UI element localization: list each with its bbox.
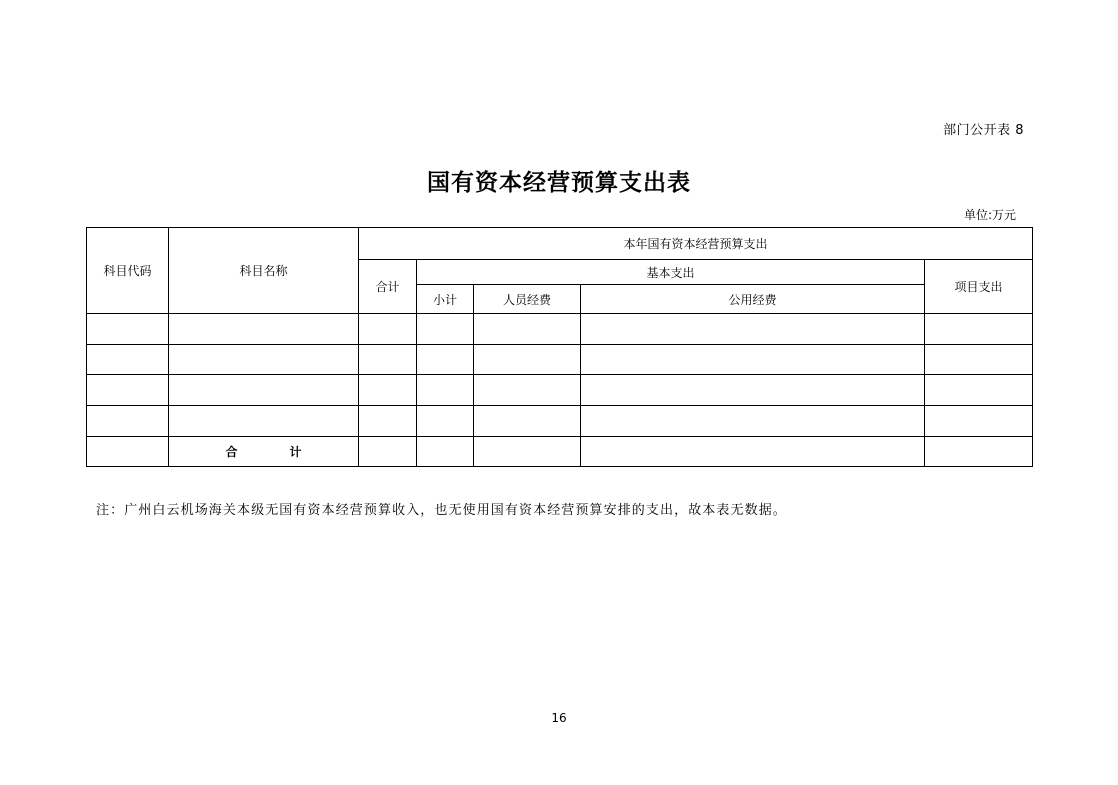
unit-label: 单位:万元 (963, 208, 1016, 222)
col-header-public-expenses: 公用经费 (581, 285, 925, 314)
budget-table (86, 227, 1033, 467)
table-cell (169, 345, 359, 375)
table-cell (925, 345, 1033, 375)
table-cell (474, 375, 581, 406)
table-cell (169, 375, 359, 406)
table-cell (925, 437, 1033, 467)
col-header-personnel-expenses: 人员经费 (474, 285, 581, 314)
table-cell (925, 314, 1033, 345)
table-cell (169, 406, 359, 437)
table-cell (417, 314, 474, 345)
table-cell (581, 314, 925, 345)
table-cell (87, 437, 169, 467)
table-cell (581, 345, 925, 375)
col-header-subject-name: 科目名称 (169, 228, 359, 314)
table-cell (474, 437, 581, 467)
table-cell (359, 314, 417, 345)
table-cell (359, 375, 417, 406)
form-number: 部门公开表 8 (943, 123, 1024, 138)
table-cell (581, 437, 925, 467)
table-cell (474, 406, 581, 437)
table-row (87, 406, 1033, 437)
col-header-subtotal: 小计 (417, 285, 474, 314)
table-cell (417, 437, 474, 467)
table-cell (474, 314, 581, 345)
table-cell (581, 406, 925, 437)
col-header-subject-code: 科目代码 (87, 228, 169, 314)
table-cell (169, 314, 359, 345)
table-cell (359, 345, 417, 375)
total-label-right: 计 (289, 445, 302, 459)
col-header-basic-expenditure: 基本支出 (417, 260, 925, 285)
table-cell (87, 314, 169, 345)
total-row (87, 437, 1033, 467)
page-number: 16 (551, 711, 567, 725)
col-header-current-year-expenditure: 本年国有资本经营预算支出 (359, 228, 1033, 260)
page-title: 国有资本经营预算支出表 (427, 169, 691, 196)
table-cell (87, 406, 169, 437)
table-cell (925, 406, 1033, 437)
table-cell (359, 437, 417, 467)
footnote: 注：广州白云机场海关本级无国有资本经营预算收入，也无使用国有资本经营预算安排的支出，故本表无数据。 (96, 503, 787, 518)
table-cell (87, 375, 169, 406)
table-cell (359, 406, 417, 437)
table-cell (87, 345, 169, 375)
header-row-1 (87, 228, 1033, 260)
table-cell (581, 375, 925, 406)
total-label-left: 合 (225, 445, 238, 459)
col-header-project-expenditure: 项目支出 (925, 260, 1033, 314)
table-row (87, 375, 1033, 406)
table-row (87, 314, 1033, 345)
table-cell (417, 406, 474, 437)
table-cell (417, 375, 474, 406)
table-cell (925, 375, 1033, 406)
table-row (87, 345, 1033, 375)
table-cell (474, 345, 581, 375)
table-cell (417, 345, 474, 375)
col-header-total: 合计 (359, 260, 417, 314)
total-label (169, 437, 359, 467)
